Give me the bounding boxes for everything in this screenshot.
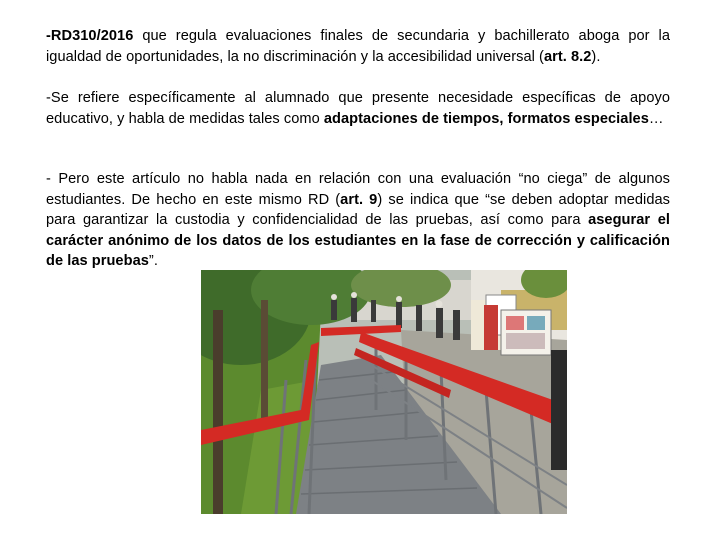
paragraph3-text-c: ”. bbox=[148, 253, 158, 269]
anonymity-highlight: asegurar el carácter anónimo de los datos de los estudiantes en la fase de corrección y calificación de las pruebas bbox=[46, 212, 670, 269]
article-reference: art. 9 bbox=[340, 191, 378, 208]
paragraph2-text-a: -Se refiere específicamente al alumnado que presente necesidade específicas de apoyo educativo, y habla de medidas tales como bbox=[46, 90, 670, 127]
paragraph1-text-b: ). bbox=[591, 48, 601, 65]
measures-highlight: adaptaciones de tiempos, formatos especiales bbox=[323, 110, 649, 127]
paragraph1-text-a: que regula evaluaciones finales de secundaria y bachillerato aboga por la igualdad de oportunidades, la no discriminación y la accesibilidad universal ( bbox=[46, 28, 670, 65]
rd-reference: -RD310/2016 bbox=[46, 28, 134, 44]
article-reference: art. 8.2 bbox=[543, 48, 592, 65]
paragraph-specific-needs bbox=[46, 88, 670, 129]
paragraph-rd310 bbox=[46, 26, 670, 67]
paragraph-anonymous-evaluation bbox=[46, 169, 670, 272]
paragraph2-text-b: … bbox=[648, 110, 664, 127]
paragraph3-text-a: - Pero este artículo no habla nada en relación con una evaluación “no ciega” de algunos estudiantes. De hecho en este mismo RD ( bbox=[46, 171, 670, 208]
paragraph3-text-b: ) se indica que “se deben adoptar medidas para garantizar la custodia y confidencialidad de las pruebas, así como para bbox=[46, 191, 670, 228]
accessible-ramp-photo bbox=[201, 270, 567, 514]
